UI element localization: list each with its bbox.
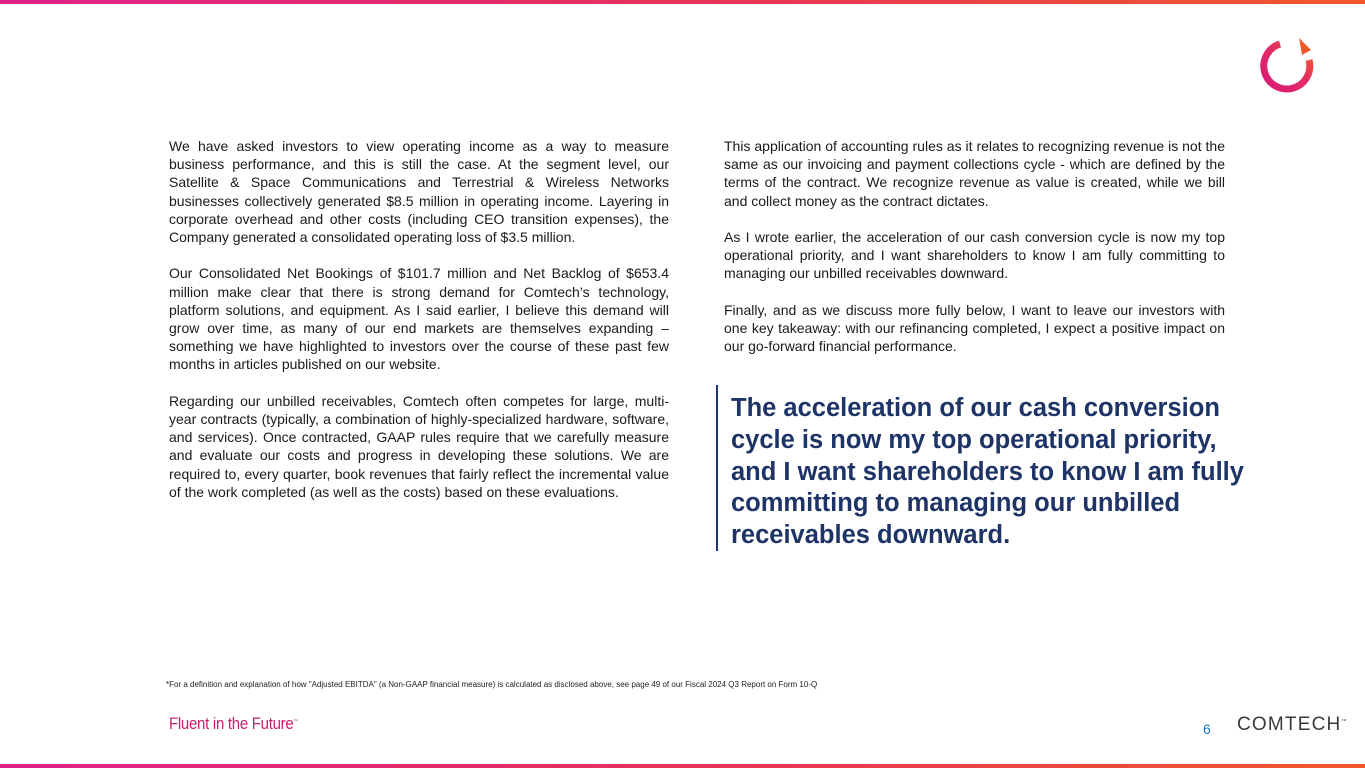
top-accent-bar <box>0 0 1365 4</box>
brand-trademark: ™ <box>1341 718 1348 725</box>
brand-wordmark: COMTECH <box>1237 714 1342 735</box>
pull-quote <box>716 385 1244 551</box>
page-number: 6 <box>1203 721 1211 737</box>
right-paragraph-1: This application of accounting rules as it relates to recognizing revenue is not the same as our invoicing and payment collections cycle - which are defined by the terms of the contract. We recognize revenue as value is created, while we bill and collect money as the contract dictates. <box>724 138 1225 209</box>
tagline-trademark: ™ <box>293 718 298 725</box>
comtech-ring-icon <box>1258 35 1318 95</box>
bottom-accent-bar <box>0 764 1365 768</box>
left-paragraph-3: Regarding our unbilled receivables, Comtech often competes for large, multi-year contracts (typically, a combination of highly-specialized hardware, software, and services). Once contracted, GAAP rules require that we carefully measure and evaluate our costs and progress in developing these solutions. We are required to, every quarter, book revenues that fairly reflect the incremental value of the work completed (as well as the costs) based on these evaluations. <box>169 392 669 500</box>
right-paragraph-3: Finally, and as we discuss more fully below, I want to leave our investors with one key takeaway: with our refinancing completed, I expect a positive impact on our go-forward financial performance. <box>724 301 1225 355</box>
brand-logo <box>1237 714 1348 736</box>
pull-quote-text: The acceleration of our cash conversion cycle is now my top operational priority, and I want shareholders to know I am fully committing to managing our unbilled receivables downward. <box>731 394 1244 550</box>
footnote: *For a definition and explanation of how "Adjusted EBITDA" (a Non-GAAP financial measure) is calculated as disclosed above, see page 49 of our Fiscal 2024 Q3 Report on Form 10-Q <box>166 680 818 689</box>
left-text-column <box>169 137 669 519</box>
tagline-text: Fluent in the Future <box>169 714 294 733</box>
right-paragraph-2: As I wrote earlier, the acceleration of our cash conversion cycle is now my top operational priority, and I want shareholders to know I am fully committing to managing our unbilled receivables downward. <box>724 229 1225 282</box>
footer-tagline <box>169 714 298 734</box>
right-text-column <box>724 137 1225 374</box>
left-paragraph-2: Our Consolidated Net Bookings of $101.7 million and Net Backlog of $653.4 million make clear that there is strong demand for Comtech’s technology, platform solutions, and equipment. As I said earlier, I believe this demand will grow over time, as many of our end markets are themselves expanding – something we have highlighted to investors over the course of these past few months in articles published on our website. <box>169 265 669 373</box>
left-paragraph-1: We have asked investors to view operating income as a way to measure business performance, and this is still the case. At the segment level, our Satellite & Space Communications and Terrestrial & Wireless Networks businesses collectively generated $8.5 million in operating income. Layering in corporate overhead and other costs (including CEO transition expenses), the Company generated a consolidated operating loss of $3.5 million. <box>169 138 669 246</box>
